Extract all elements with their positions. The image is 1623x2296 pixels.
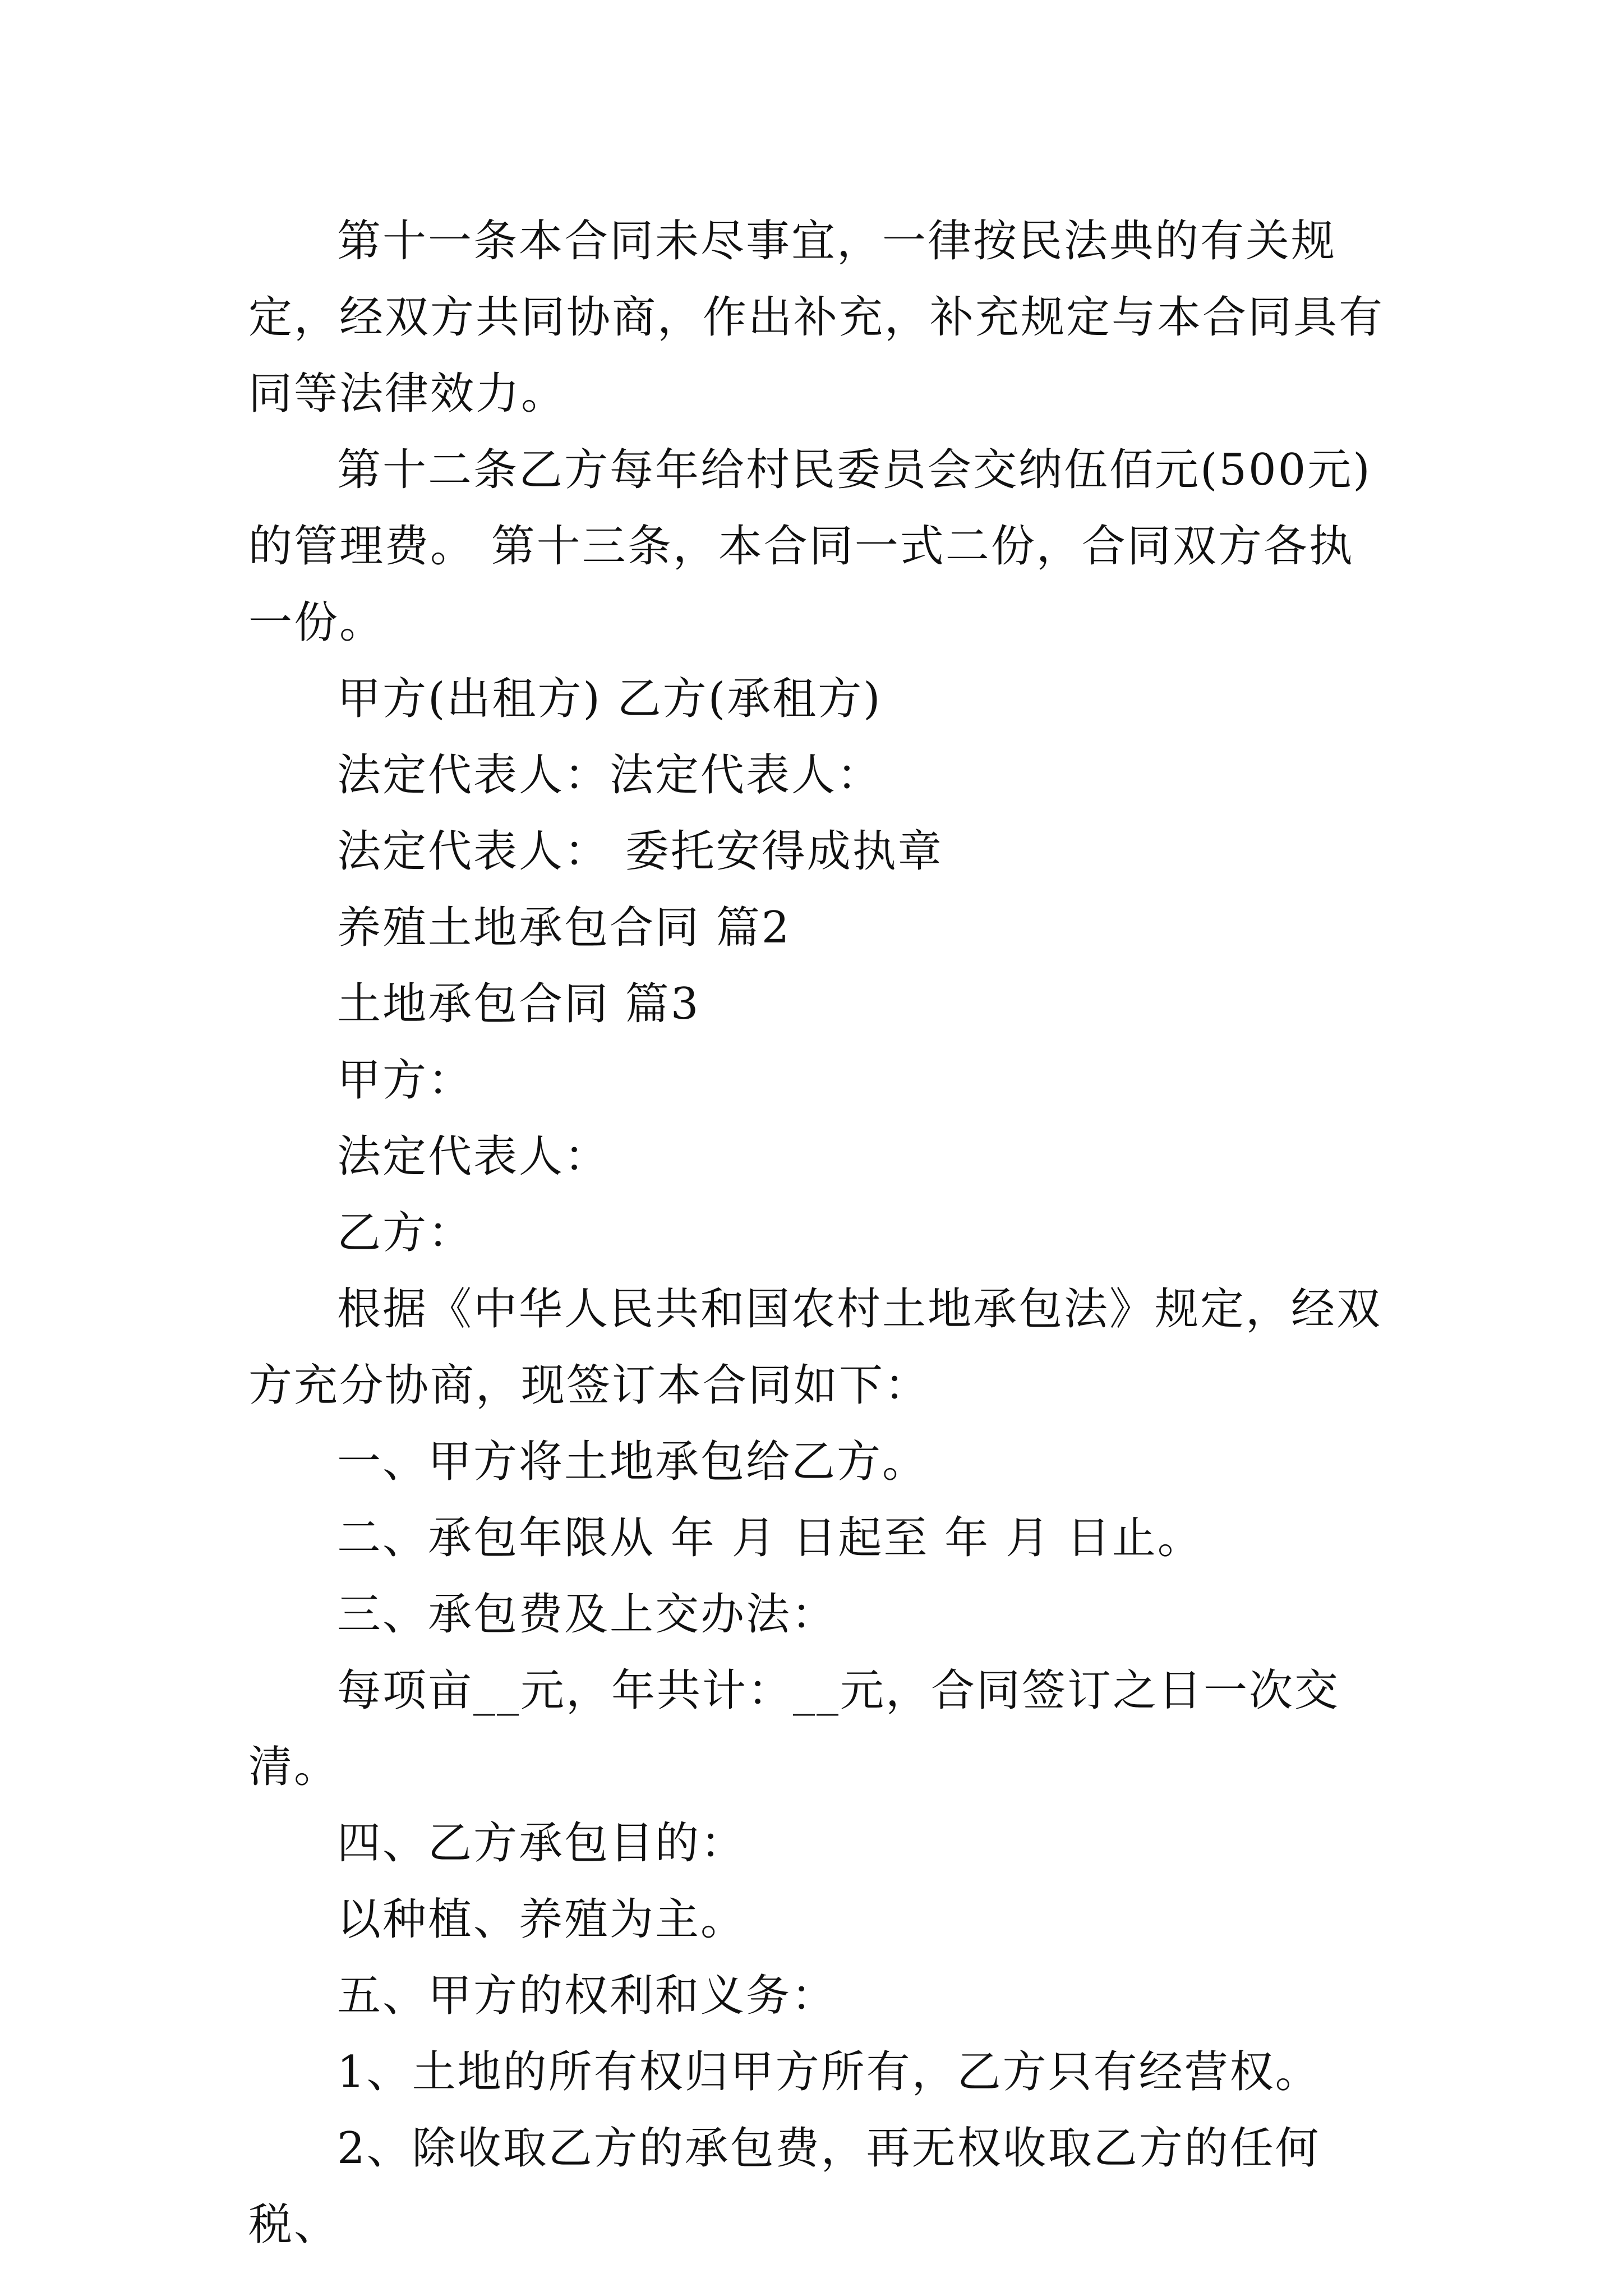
paragraph-article-11: 第十一条本合同未尽事宜，一律按民法典的有关规定，经双方共同协商，作出补充，补充规定与本合同具有同等法律效力。: [248, 216, 1385, 419]
rights-item-1: 1、土地的所有权归甲方所有，乙方只有经营权。: [337, 2047, 1321, 2097]
section-heading-2: 养殖土地承包合同 篇2: [337, 903, 791, 953]
paragraph-parties: 甲方(出租方) 乙方(承租方): [337, 674, 882, 724]
party-a-label: 甲方：: [337, 1055, 474, 1106]
clause-4: 四、乙方承包目的：: [337, 1818, 746, 1869]
clause-1: 一、甲方将土地承包给乙方。: [337, 1437, 928, 1487]
paragraph-article-12-13: 第十二条乙方每年给村民委员会交纳伍佰元(500元)的管理费。 第十三条，本合同一式二份，合同双方各执一份。: [248, 445, 1372, 648]
party-b-label: 乙方：: [337, 1208, 474, 1258]
section-heading-3: 土地承包合同 篇3: [337, 979, 700, 1029]
fee-detail: 每项亩__元，年共计：__元，合同签订之日一次交清。: [248, 1665, 1340, 1792]
paragraph-legal-representatives: 法定代表人：法定代表人：: [337, 750, 883, 800]
document-body: [248, 203, 1387, 2263]
paragraph-legal-basis: 根据《中华人民共和国农村土地承包法》规定，经双方充分协商，现签订本合同如下：: [248, 1284, 1382, 1411]
clause-2: 二、承包年限从 年 月 日起至 年 月 日止。: [337, 1513, 1203, 1563]
clause-3: 三、承包费及上交办法：: [337, 1589, 837, 1640]
legal-representative-label: 法定代表人：: [337, 1131, 610, 1182]
purpose-detail: 以种植、养殖为主。: [337, 1894, 746, 1945]
rights-item-2: 2、除收取乙方的承包费，再无权收取乙方的任何税、: [248, 2123, 1321, 2250]
clause-5: 五、甲方的权利和义务：: [337, 1971, 837, 2021]
paragraph-entrusted-seal: 法定代表人： 委托安得成执章: [337, 826, 943, 877]
